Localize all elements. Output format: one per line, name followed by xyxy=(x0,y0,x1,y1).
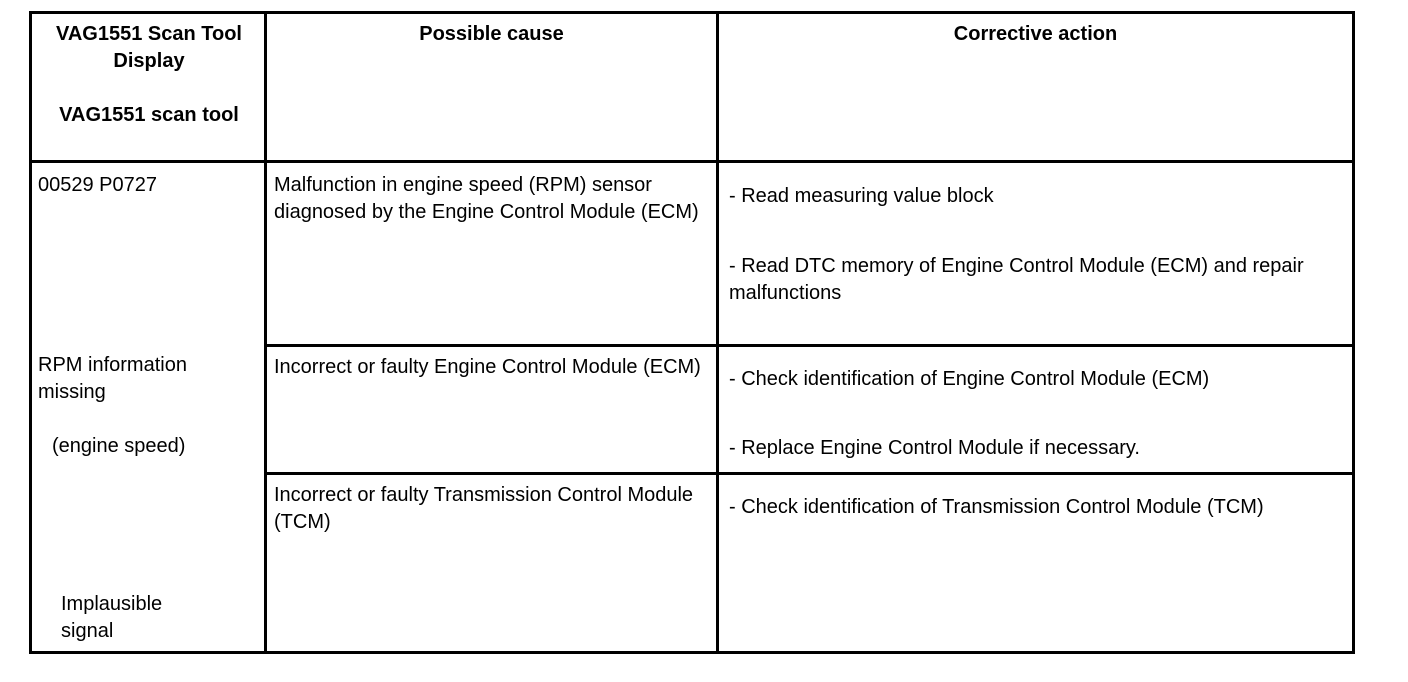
action-row-2-item-1: - Check identification of Engine Control Module (ECM) xyxy=(729,368,1210,390)
header-display-title: VAG1551 Scan Tool Display xyxy=(56,23,242,72)
column-divider xyxy=(716,11,719,654)
cause-row-3: Incorrect or faulty Transmission Control Module (TCM) xyxy=(274,484,694,533)
dtc-code: 00529 P0727 xyxy=(38,174,158,196)
header-display-subtitle: VAG1551 scan tool xyxy=(59,104,239,126)
diagnostic-table xyxy=(29,11,1355,654)
column-divider xyxy=(264,11,267,654)
cause-row-1: Malfunction in engine speed (RPM) sensor diagnosed by the Engine Control Module (ECM) xyxy=(274,174,699,223)
action-row-1-item-2: - Read DTC memory of Engine Control Module (ECM) and repair malfunctions xyxy=(729,255,1304,304)
action-row-3-item-1: - Check identification of Transmission Control Module (TCM) xyxy=(729,496,1264,518)
action-row-2-item-2: - Replace Engine Control Module if necessary. xyxy=(729,437,1140,459)
header-corrective-action: Corrective action xyxy=(953,23,1118,45)
table-border-left xyxy=(29,11,32,654)
header-possible-cause: Possible cause xyxy=(419,23,564,45)
row-divider xyxy=(264,344,1355,347)
rpm-info-missing: RPM information missing xyxy=(38,354,187,403)
engine-speed-note: (engine speed) xyxy=(52,435,186,457)
table-border-bottom xyxy=(29,651,1355,654)
table-border-top xyxy=(29,11,1355,14)
table-border-right xyxy=(1352,11,1355,654)
implausible-signal: Implausible signal xyxy=(61,593,163,642)
row-divider xyxy=(264,472,1355,475)
action-row-1-item-1: - Read measuring value block xyxy=(729,185,994,207)
header-divider xyxy=(29,160,1355,163)
cause-row-2: Incorrect or faulty Engine Control Module (ECM) xyxy=(274,356,701,378)
header-scan-tool-display xyxy=(45,21,253,129)
